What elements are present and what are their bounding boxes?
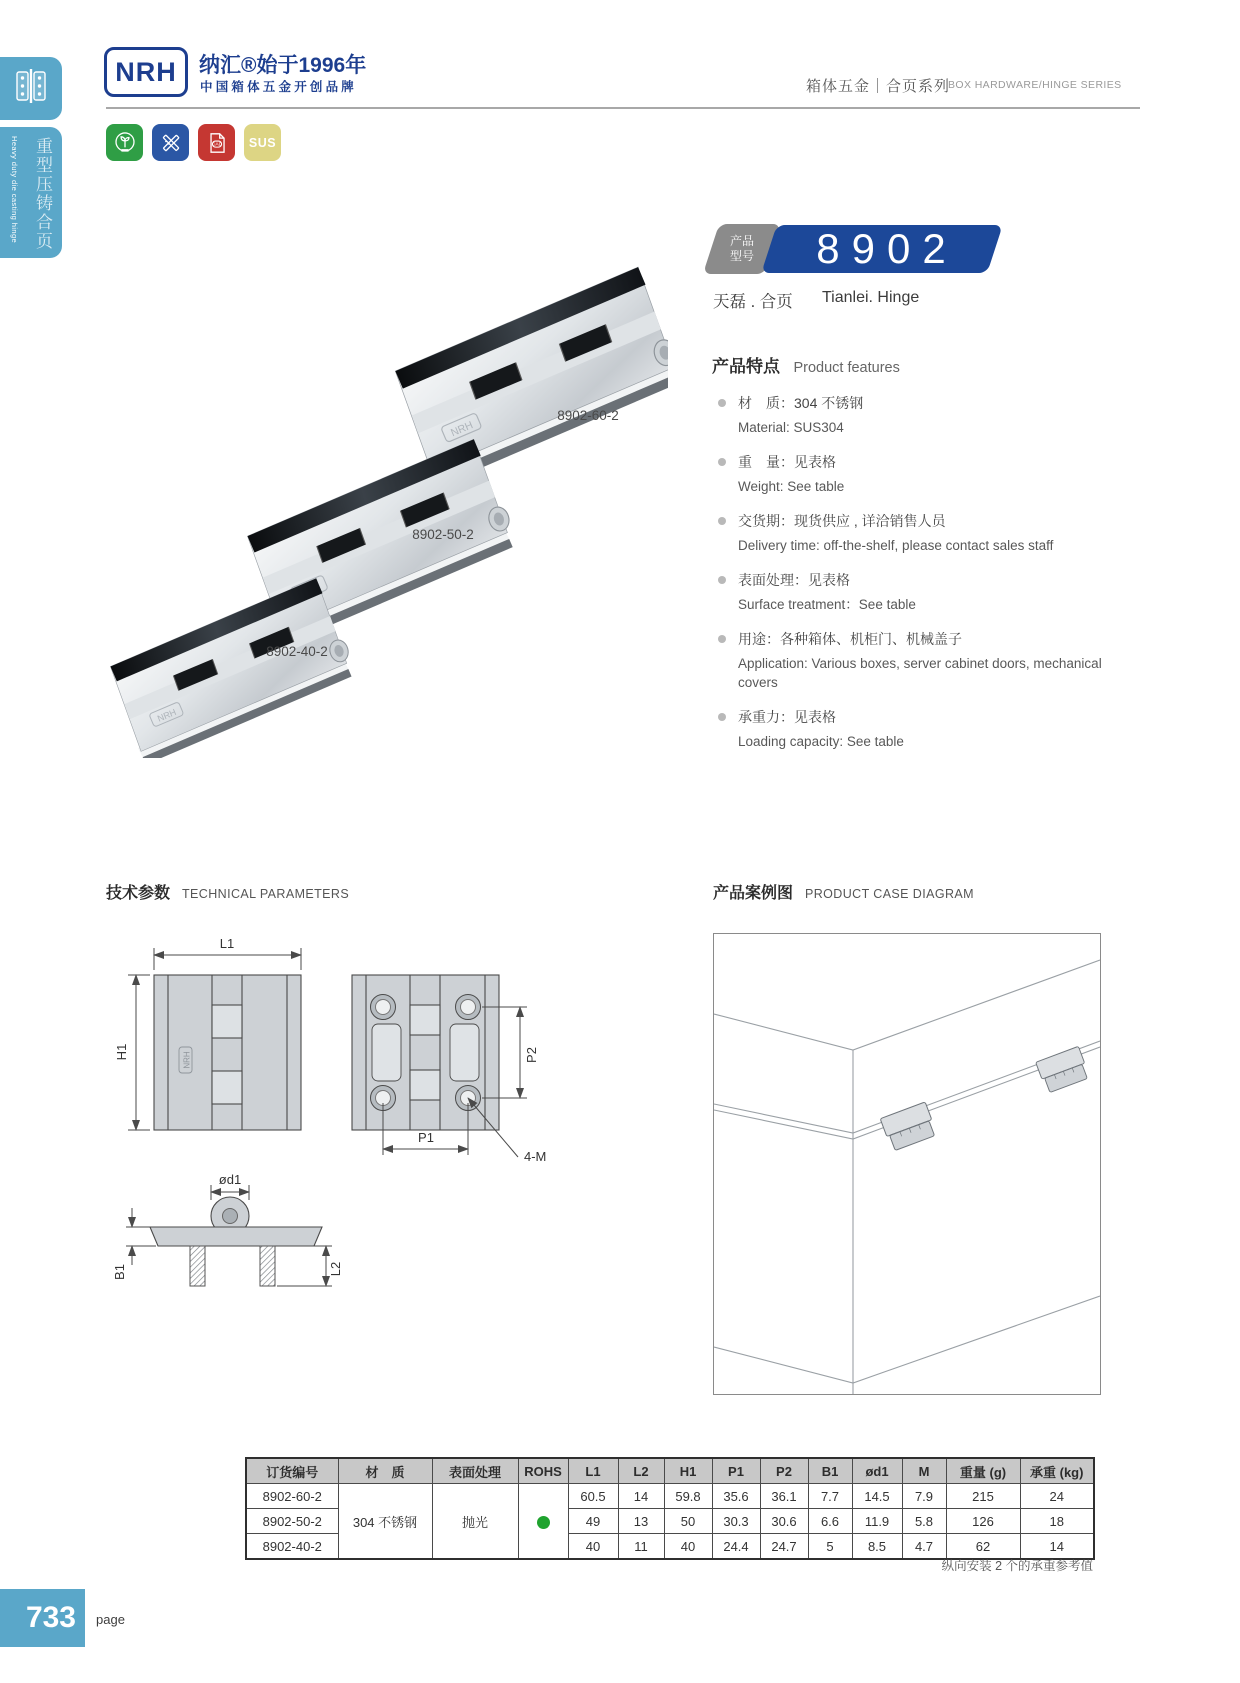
sidebar-category-tab (0, 57, 62, 120)
variant-label-60: 8902-60-2 (557, 408, 619, 423)
table-cell: 24.7 (760, 1534, 808, 1560)
dim-h1: H1 (114, 1043, 129, 1061)
table-header-cell: 承重 (kg) (1020, 1458, 1094, 1484)
case-title-cn: 产品案例图 (713, 885, 794, 902)
table-cell: 60.5 (568, 1484, 618, 1509)
table-cell: 18 (1020, 1509, 1094, 1534)
category-name-en: Heavy duty die casting hinge (10, 136, 19, 244)
series-title-en: BOX HARDWARE/HINGE SERIES (948, 79, 1122, 91)
feature-cn: 交货期：现货供应 , 详洽销售人员 (738, 513, 946, 529)
table-cell: 11 (618, 1534, 664, 1560)
table-note: 纵向安装 2 个的承重参考值 (941, 1559, 1093, 1573)
certification-badges (106, 124, 281, 161)
table-cell: 30.3 (712, 1509, 760, 1534)
eco-rohs-icon (106, 124, 143, 161)
feature-en: Weight: See table (738, 479, 845, 494)
table-cell: 14 (1020, 1534, 1094, 1560)
model-tag-bottom: 型号 (729, 249, 754, 263)
sus-label: SUS (248, 135, 277, 150)
page-label: page (96, 1612, 125, 1627)
product-name-cn: 天磊 . 合页 (713, 293, 793, 311)
features-title-en: Product features (793, 360, 900, 376)
table-cell: 11.9 (852, 1509, 902, 1534)
technical-drawing (90, 920, 655, 1320)
table-header-cell: L1 (568, 1458, 618, 1484)
feature-en: Material: SUS304 (738, 420, 844, 435)
table-cell: 5 (808, 1534, 852, 1560)
brand-subtitle: 中国箱体五金开创品牌 (200, 80, 358, 94)
feature-en: Surface treatment：See table (738, 597, 916, 612)
hinge-icon (14, 67, 48, 110)
table-cell: 14.5 (852, 1484, 902, 1509)
table-cell: 50 (664, 1509, 712, 1534)
table-cell: 62 (946, 1534, 1020, 1560)
table-header-cell: 表面处理 (432, 1458, 518, 1484)
feature-cn: 材 质：304 不锈钢 (738, 395, 864, 411)
feature-cn: 用途：各种箱体、机柜门、机械盖子 (738, 631, 962, 647)
case-section-title (713, 880, 974, 903)
table-header-row (246, 1458, 1094, 1484)
table-header-cell: B1 (808, 1458, 852, 1484)
feature-item (712, 629, 1142, 692)
product-features (712, 352, 1182, 766)
table-cell: 7.9 (902, 1484, 946, 1509)
feature-cn: 重 量：见表格 (738, 454, 836, 470)
table-cell: 30.6 (760, 1509, 808, 1534)
order-code: 8902-40-2 (246, 1534, 338, 1560)
table-cell: 7.7 (808, 1484, 852, 1509)
brand-logo: NRH (104, 47, 188, 97)
table-cell: 5.8 (902, 1509, 946, 1534)
case-title-en: PRODUCT CASE DIAGRAM (805, 887, 974, 901)
table-header-cell: ROHS (518, 1458, 568, 1484)
table-cell: 14 (618, 1484, 664, 1509)
table-cell: 59.8 (664, 1484, 712, 1509)
table-cell: 40 (664, 1534, 712, 1560)
table-header-cell: M (902, 1458, 946, 1484)
table-header-cell: 订货编号 (246, 1458, 338, 1484)
feature-en: Loading capacity: See table (738, 734, 904, 749)
feature-item (712, 707, 1142, 751)
rohs-dot (537, 1516, 550, 1529)
feature-item (712, 570, 1142, 614)
dim-p2: P2 (524, 1047, 539, 1063)
surface-cell: 抛光 (432, 1484, 518, 1560)
table-cell: 215 (946, 1484, 1020, 1509)
dim-b1: B1 (112, 1264, 127, 1280)
dim-od1: ød1 (218, 1172, 242, 1187)
page-number-badge (0, 1589, 85, 1647)
feature-en: Application: Various boxes, server cabinet doors, mechanical covers (738, 656, 1102, 690)
feature-en: Delivery time: off-the-shelf, please contact sales staff (738, 538, 1054, 553)
table-header-cell: 材 质 (338, 1458, 432, 1484)
page-number: 733 (25, 1601, 76, 1634)
table-cell: 24.4 (712, 1534, 760, 1560)
variant-label-40: 8902-40-2 (266, 644, 328, 659)
drawing-stamp: NRH (182, 1051, 192, 1069)
variant-label-50: 8902-50-2 (412, 527, 474, 542)
table-header-cell: ød1 (852, 1458, 902, 1484)
tech-title-en: TECHNICAL PARAMETERS (182, 887, 350, 901)
hinge-photo-60 (386, 264, 668, 490)
feature-item (712, 393, 1142, 437)
series-title-cn: 箱体五金｜合页系列 (806, 78, 951, 95)
table-cell: 40 (568, 1534, 618, 1560)
table-cell: 36.1 (760, 1484, 808, 1509)
case-hinge-left (880, 1102, 937, 1152)
table-cell: 35.6 (712, 1484, 760, 1509)
feature-cn: 承重力：见表格 (738, 709, 836, 725)
tech-section-title (106, 880, 349, 903)
model-number: 8902 (816, 225, 958, 272)
table-header-cell: P2 (760, 1458, 808, 1484)
table-cell: 126 (946, 1509, 1020, 1534)
sus-steel-icon (244, 124, 281, 161)
dim-l1: L1 (219, 936, 235, 951)
table-cell: 49 (568, 1509, 618, 1534)
sidebar-category-label (0, 127, 62, 258)
product-name-en: Tianlei. Hinge (822, 289, 920, 306)
tech-title-cn: 技术参数 (106, 885, 171, 902)
model-number-banner (761, 225, 1003, 273)
table-header-cell: H1 (664, 1458, 712, 1484)
feature-cn: 表面处理：见表格 (738, 572, 850, 588)
table-header-cell: L2 (618, 1458, 664, 1484)
features-title-cn: 产品特点 (712, 357, 780, 376)
product-photos: NRH 8902-60-2 8902-50-2 8902-40-2 (88, 228, 668, 758)
brand-slogan: 纳汇®始于1996年 (199, 54, 367, 77)
category-name-cn: 重型压铸合页 (33, 137, 52, 251)
rohs-cell (518, 1484, 568, 1560)
model-tag-top: 产品 (729, 234, 754, 248)
case-diagram-panel (713, 933, 1101, 1395)
feature-item (712, 511, 1142, 555)
dim-p1: P1 (418, 1130, 434, 1145)
design-tools-icon (152, 124, 189, 161)
table-cell: 6.6 (808, 1509, 852, 1534)
spec-table-wrap (245, 1457, 1095, 1560)
spec-table (245, 1457, 1095, 1560)
table-cell: 4.7 (902, 1534, 946, 1560)
material-cell: 304 不锈钢 (338, 1484, 432, 1560)
feature-item (712, 452, 1142, 496)
table-row (246, 1484, 1094, 1509)
hinge-photo-40 (103, 575, 363, 758)
order-code: 8902-60-2 (246, 1484, 338, 1509)
table-cell: 8.5 (852, 1534, 902, 1560)
order-code: 8902-50-2 (246, 1509, 338, 1534)
case-diagram-drawing (714, 934, 1100, 1394)
header-divider (106, 107, 1140, 109)
table-header-cell: P1 (712, 1458, 760, 1484)
table-cell: 24 (1020, 1484, 1094, 1509)
table-header-cell: 重量 (g) (946, 1458, 1020, 1484)
table-cell: 13 (618, 1509, 664, 1534)
cad-file-icon (198, 124, 235, 161)
cad-label: CAD (211, 141, 222, 148)
dim-l2: L2 (328, 1261, 343, 1277)
dim-4m: 4-M (524, 1149, 547, 1164)
